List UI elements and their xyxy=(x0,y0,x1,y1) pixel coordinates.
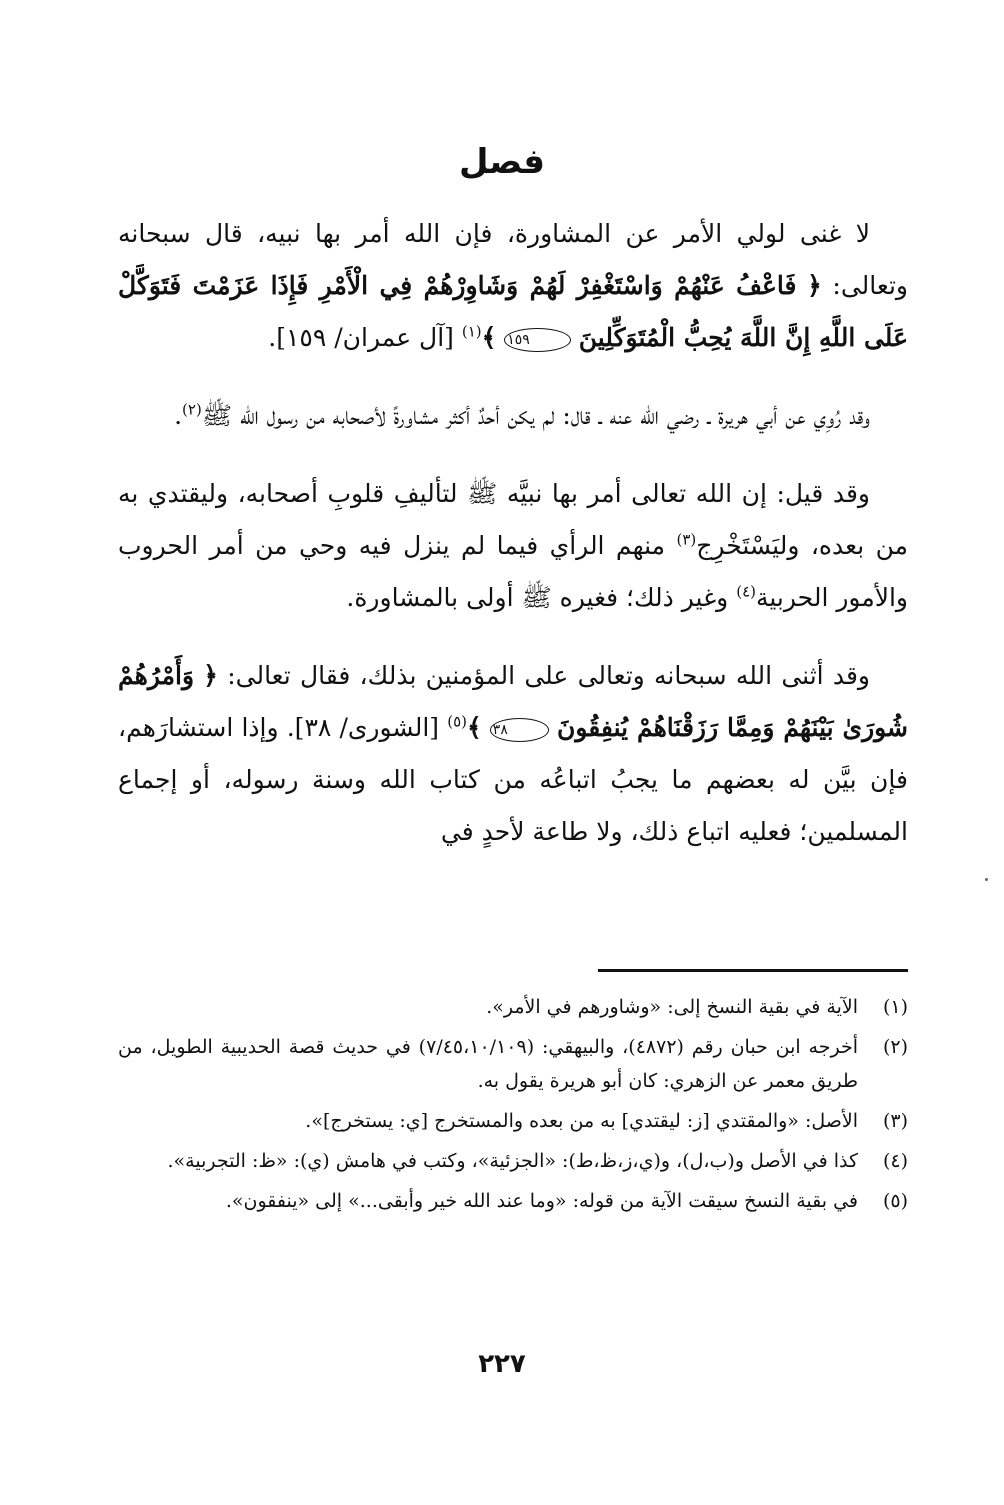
verse-citation: [آل عمران/ ١٥٩]. xyxy=(268,323,454,352)
verse-citation: [الشورى/ ٣٨]. xyxy=(286,713,440,742)
footnote-item xyxy=(118,1184,908,1218)
footnote-number: (٢) xyxy=(882,1036,908,1058)
footnote-item xyxy=(118,1104,908,1138)
paragraph-3-text-c: وغير ذلك؛ فغيره ﷺ أولى بالمشاورة. xyxy=(346,583,729,612)
footnote-text: في بقية النسخ سيقت الآية من قوله: «وما عند الله خير وأبقى...» إلى «ينفقون». xyxy=(225,1190,858,1212)
footnote-number: (٣) xyxy=(882,1110,908,1132)
paragraph-1 xyxy=(118,208,908,364)
verse-open-ornament: ﴿ xyxy=(807,271,822,300)
verse-close-ornament: ﴾ xyxy=(481,323,497,352)
footnote-text: كذا في الأصل و(ب،ل)، و(ي،ز،ظ،ط): «الجزئية»، وكتب في هامش (ي): «ظ: التجربية». xyxy=(167,1150,858,1172)
footnote-ref-3: (٣) xyxy=(676,530,697,549)
footnotes-list xyxy=(118,990,908,1224)
paragraph-2-text: وقد رُوِي عن أبي هريرة ـ رضي الله عنه ـ قال: لم يكن أحدٌ أكثر مشاورةً لأصحابه من رسول الله ﷺ xyxy=(201,401,870,430)
paragraph-2-end: . xyxy=(174,401,183,430)
footnote-ref-4: (٤) xyxy=(736,582,756,601)
footnote-text: أخرجه ابن حبان رقم (٤٨٧٢)، والبيهقي: (٧/٤٥،١٠/١٠٩) في حديث قصة الحديبية الطويل، من طريق معمر عن الزهري: كان أبو هريرة يقول به. xyxy=(118,1036,858,1092)
footnote-item xyxy=(118,1144,908,1178)
footnote-number: (٤) xyxy=(882,1150,908,1172)
ayah-number-marker: ١٥٩ xyxy=(504,328,571,352)
footnote-text: الأصل: «والمقتدي [ز: ليقتدي] به من بعده والمستخرج [ي: يستخرج]». xyxy=(305,1110,858,1132)
footnote-ref-1: (١) xyxy=(461,322,482,341)
ayah-number-marker: ٣٨ xyxy=(490,718,549,742)
verse-close-ornament: ﴾ xyxy=(466,713,482,742)
footnote-separator xyxy=(598,969,908,972)
quran-verse-ash-shura: وَأَمْرُهُمْ شُورَىٰ بَيْنَهُمْ وَمِمَّا رَزَقْنَاهُمْ يُنفِقُونَ xyxy=(118,661,909,742)
verse-open-ornament: ﴿ xyxy=(203,661,218,690)
footnote-ref-2: (٢) xyxy=(182,400,202,419)
main-text xyxy=(118,208,908,884)
paragraph-4-rest: وإذا استشارَهم، فإن بيَّن له بعضهم ما يجبُ اتباعُه من كتاب الله وسنة رسوله، أو إجماع المسلمين؛ فعليه اتباع ذلك، ولا طاعة لأحدٍ في xyxy=(118,713,908,846)
footnote-item xyxy=(118,990,908,1024)
paragraph-2 xyxy=(118,390,908,442)
footnote-ref-5: (٥) xyxy=(447,712,467,731)
paragraph-1-intro: لا غنى لولي الأمر عن المشاورة، فإن الله أمر بها نبيه، قال سبحانه وتعالى: xyxy=(118,219,908,300)
footnote-number: (١) xyxy=(882,996,908,1018)
quran-verse-al-imran: فَاعْفُ عَنْهُمْ وَاسْتَغْفِرْ لَهُمْ وَشَاوِرْهُمْ فِي الْأَمْرِ فَإِذَا عَزَمْتَ فَتَوَكَّلْ عَلَى اللَّهِ إِنَّ اللَّهَ يُحِبُّ الْمُتَوَكِّلِينَ xyxy=(118,271,908,352)
footnote-item xyxy=(118,1030,908,1098)
section-heading: فصل xyxy=(458,142,546,182)
paragraph-3-text-a: وقد قيل: إن الله تعالى أمر بها نبيَّه ﷺ لتأليفِ قلوبِ أصحابه، وليقتدي به من بعده، وليَسْتَخْرِج xyxy=(118,479,909,560)
paragraph-3-text-b: منهم الرأي فيما لم ينزل فيه وحي من أمر الحروب والأمور الحربية xyxy=(118,531,908,612)
footnote-number: (٥) xyxy=(882,1190,908,1212)
footnote-text: الآية في بقية النسخ إلى: «وشاورهم في الأمر». xyxy=(486,996,858,1018)
paragraph-4-intro: وقد أثنى الله سبحانه وتعالى على المؤمنين بذلك، فقال تعالى: xyxy=(227,661,870,690)
paragraph-3 xyxy=(118,468,908,624)
scan-speck xyxy=(985,878,988,881)
page-number: ٢٢٧ xyxy=(478,1349,526,1379)
paragraph-4 xyxy=(118,650,908,858)
